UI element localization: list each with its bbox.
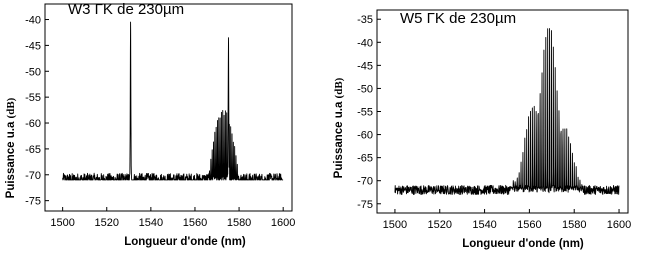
x-axis-label: Longueur d'onde (nm) [124, 236, 246, 248]
x-tick-label: 1600 [270, 217, 296, 229]
x-tick-label: 1580 [226, 217, 252, 229]
x-tick-label: 1560 [517, 219, 542, 231]
y-tick-label: -70 [25, 169, 41, 182]
y-axis-label [333, 77, 345, 178]
chart-title: W5 ΓK de 230µm [400, 10, 517, 27]
x-tick-label: 1580 [561, 219, 587, 231]
chart-w3 [5, 1, 295, 248]
x-tick-label: 1560 [182, 217, 208, 229]
y-tick-label: -55 [357, 106, 373, 119]
plot-frame [377, 10, 628, 213]
x-tick-label: 1520 [94, 217, 119, 229]
y-tick-label: -45 [357, 60, 373, 73]
x-tick-label: 1520 [427, 219, 452, 231]
chart-w5 [333, 10, 631, 250]
y-axis-label-unit: (dB) [5, 97, 17, 119]
x-axis-label: Longueur d'onde (nm) [462, 238, 584, 250]
y-tick-label: -70 [357, 175, 373, 188]
y-tick-label: -50 [357, 83, 373, 96]
y-tick-label: -50 [25, 66, 41, 79]
x-tick-label: 1600 [606, 219, 632, 231]
y-tick-label: -65 [25, 143, 41, 156]
y-tick-label: -65 [357, 152, 373, 165]
y-tick-label: -60 [357, 129, 373, 142]
spectrum-line [395, 29, 619, 195]
spectrum-line [63, 22, 283, 180]
y-axis-label [5, 97, 17, 198]
y-tick-label: -35 [357, 14, 373, 27]
y-tick-label: -40 [25, 14, 41, 27]
x-tick-label: 1500 [382, 219, 408, 231]
y-tick-label: -60 [25, 118, 41, 131]
y-tick-label: -75 [357, 198, 373, 211]
x-tick-label: 1500 [50, 217, 75, 229]
y-tick-label: -45 [25, 40, 41, 53]
chart-title: W3 ΓK de 230µm [68, 1, 185, 18]
y-axis-label-main: Puissance u.a [333, 101, 345, 179]
y-tick-label: -55 [25, 92, 41, 105]
y-tick-label: -75 [25, 195, 41, 208]
y-tick-label: -40 [357, 37, 373, 50]
x-tick-label: 1540 [472, 219, 497, 231]
y-axis-label-unit: (dB) [333, 77, 345, 99]
x-tick-label: 1540 [138, 217, 164, 229]
y-axis-label-main: Puissance u.a [5, 121, 17, 199]
